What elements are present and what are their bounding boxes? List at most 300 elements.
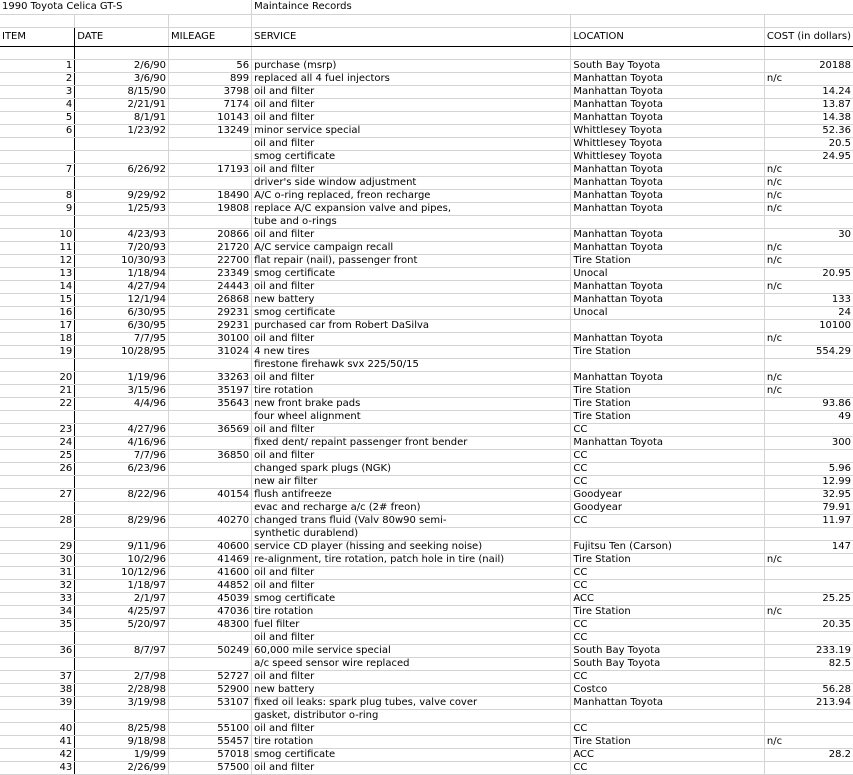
cost-cell[interactable]: 213.94 bbox=[764, 697, 853, 710]
location-cell[interactable]: Manhattan Toyota bbox=[571, 294, 765, 307]
date-cell[interactable] bbox=[75, 411, 169, 424]
mileage-cell[interactable]: 19808 bbox=[169, 203, 252, 216]
header-date[interactable]: DATE bbox=[75, 28, 169, 47]
location-cell[interactable]: Manhattan Toyota bbox=[571, 190, 765, 203]
item-cell[interactable]: 9 bbox=[0, 203, 75, 216]
mileage-cell[interactable]: 55457 bbox=[169, 736, 252, 749]
date-cell[interactable]: 7/7/95 bbox=[75, 333, 169, 346]
location-cell[interactable]: ACC bbox=[571, 593, 765, 606]
location-cell[interactable]: CC bbox=[571, 476, 765, 489]
mileage-cell[interactable]: 41600 bbox=[169, 567, 252, 580]
mileage-cell[interactable]: 57018 bbox=[169, 749, 252, 762]
item-cell[interactable]: 22 bbox=[0, 398, 75, 411]
date-cell[interactable]: 8/29/96 bbox=[75, 515, 169, 528]
location-cell[interactable]: Manhattan Toyota bbox=[571, 112, 765, 125]
location-cell[interactable]: CC bbox=[571, 671, 765, 684]
cell[interactable] bbox=[252, 15, 571, 28]
cost-cell[interactable]: n/c bbox=[764, 606, 853, 619]
mileage-cell[interactable]: 7174 bbox=[169, 99, 252, 112]
service-cell[interactable]: flat repair (nail), passenger front bbox=[252, 255, 571, 268]
mileage-cell[interactable] bbox=[169, 632, 252, 645]
item-cell[interactable]: 36 bbox=[0, 645, 75, 658]
item-cell[interactable]: 19 bbox=[0, 346, 75, 359]
cell[interactable] bbox=[571, 47, 765, 60]
service-cell[interactable]: purchase (msrp) bbox=[252, 60, 571, 73]
mileage-cell[interactable] bbox=[169, 177, 252, 190]
mileage-cell[interactable] bbox=[169, 658, 252, 671]
item-cell[interactable]: 35 bbox=[0, 619, 75, 632]
location-cell[interactable]: Whittlesey Toyota bbox=[571, 151, 765, 164]
service-cell[interactable]: oil and filter bbox=[252, 762, 571, 775]
mileage-cell[interactable] bbox=[169, 710, 252, 723]
cost-cell[interactable]: 233.19 bbox=[764, 645, 853, 658]
service-cell[interactable]: oil and filter bbox=[252, 99, 571, 112]
mileage-cell[interactable]: 36569 bbox=[169, 424, 252, 437]
cost-cell[interactable]: 14.38 bbox=[764, 112, 853, 125]
cost-cell[interactable]: n/c bbox=[764, 164, 853, 177]
cost-cell[interactable]: n/c bbox=[764, 385, 853, 398]
date-cell[interactable]: 9/11/96 bbox=[75, 541, 169, 554]
item-cell[interactable]: 11 bbox=[0, 242, 75, 255]
cost-cell[interactable]: 20188 bbox=[764, 60, 853, 73]
header-mileage[interactable]: MILEAGE bbox=[169, 28, 252, 47]
item-cell[interactable]: 18 bbox=[0, 333, 75, 346]
date-cell[interactable]: 2/21/91 bbox=[75, 99, 169, 112]
date-cell[interactable]: 8/1/91 bbox=[75, 112, 169, 125]
location-cell[interactable]: CC bbox=[571, 450, 765, 463]
location-cell[interactable]: Whittlesey Toyota bbox=[571, 125, 765, 138]
service-cell[interactable]: smog certificate bbox=[252, 749, 571, 762]
cost-cell[interactable]: 32.95 bbox=[764, 489, 853, 502]
cost-cell[interactable]: n/c bbox=[764, 333, 853, 346]
mileage-cell[interactable] bbox=[169, 359, 252, 372]
cost-cell[interactable]: n/c bbox=[764, 281, 853, 294]
service-cell[interactable]: tube and o-rings bbox=[252, 216, 571, 229]
mileage-cell[interactable] bbox=[169, 476, 252, 489]
date-cell[interactable]: 10/28/95 bbox=[75, 346, 169, 359]
mileage-cell[interactable]: 44852 bbox=[169, 580, 252, 593]
item-cell[interactable]: 34 bbox=[0, 606, 75, 619]
item-cell[interactable]: 10 bbox=[0, 229, 75, 242]
header-item[interactable]: ITEM bbox=[0, 28, 75, 47]
mileage-cell[interactable]: 13249 bbox=[169, 125, 252, 138]
service-cell[interactable]: smog certificate bbox=[252, 151, 571, 164]
cost-cell[interactable]: 93.86 bbox=[764, 398, 853, 411]
location-cell[interactable]: South Bay Toyota bbox=[571, 658, 765, 671]
location-cell[interactable]: CC bbox=[571, 424, 765, 437]
mileage-cell[interactable] bbox=[169, 411, 252, 424]
location-cell[interactable] bbox=[571, 710, 765, 723]
item-cell[interactable]: 6 bbox=[0, 125, 75, 138]
cost-cell[interactable]: 12.99 bbox=[764, 476, 853, 489]
location-cell[interactable]: Manhattan Toyota bbox=[571, 73, 765, 86]
mileage-cell[interactable]: 23349 bbox=[169, 268, 252, 281]
cost-cell[interactable] bbox=[764, 216, 853, 229]
location-cell[interactable]: Manhattan Toyota bbox=[571, 437, 765, 450]
date-cell[interactable]: 6/30/95 bbox=[75, 320, 169, 333]
mileage-cell[interactable] bbox=[169, 502, 252, 515]
cell[interactable] bbox=[169, 15, 252, 28]
date-cell[interactable]: 6/26/92 bbox=[75, 164, 169, 177]
date-cell[interactable]: 10/30/93 bbox=[75, 255, 169, 268]
cost-cell[interactable]: 133 bbox=[764, 294, 853, 307]
cost-cell[interactable] bbox=[764, 450, 853, 463]
date-cell[interactable]: 12/1/94 bbox=[75, 294, 169, 307]
date-cell[interactable]: 1/25/93 bbox=[75, 203, 169, 216]
date-cell[interactable] bbox=[75, 710, 169, 723]
mileage-cell[interactable]: 20866 bbox=[169, 229, 252, 242]
service-cell[interactable]: gasket, distributor o-ring bbox=[252, 710, 571, 723]
location-cell[interactable]: Goodyear bbox=[571, 502, 765, 515]
date-cell[interactable] bbox=[75, 632, 169, 645]
date-cell[interactable] bbox=[75, 658, 169, 671]
cost-cell[interactable]: n/c bbox=[764, 554, 853, 567]
mileage-cell[interactable]: 26868 bbox=[169, 294, 252, 307]
service-cell[interactable]: oil and filter bbox=[252, 333, 571, 346]
location-cell[interactable]: Manhattan Toyota bbox=[571, 229, 765, 242]
date-cell[interactable]: 4/4/96 bbox=[75, 398, 169, 411]
date-cell[interactable]: 1/19/96 bbox=[75, 372, 169, 385]
location-cell[interactable]: Fujitsu Ten (Carson) bbox=[571, 541, 765, 554]
location-cell[interactable]: South Bay Toyota bbox=[571, 645, 765, 658]
location-cell[interactable]: Manhattan Toyota bbox=[571, 333, 765, 346]
service-cell[interactable]: fuel filter bbox=[252, 619, 571, 632]
mileage-cell[interactable] bbox=[169, 216, 252, 229]
service-cell[interactable]: oil and filter bbox=[252, 580, 571, 593]
cost-cell[interactable]: 30 bbox=[764, 229, 853, 242]
mileage-cell[interactable]: 50249 bbox=[169, 645, 252, 658]
cost-cell[interactable]: n/c bbox=[764, 73, 853, 86]
service-cell[interactable]: firestone firehawk svx 225/50/15 bbox=[252, 359, 571, 372]
item-cell[interactable]: 24 bbox=[0, 437, 75, 450]
service-cell[interactable]: A/C o-ring replaced, freon recharge bbox=[252, 190, 571, 203]
item-cell[interactable] bbox=[0, 359, 75, 372]
date-cell[interactable]: 6/23/96 bbox=[75, 463, 169, 476]
item-cell[interactable]: 20 bbox=[0, 372, 75, 385]
location-cell[interactable]: Manhattan Toyota bbox=[571, 372, 765, 385]
location-cell[interactable]: Tire Station bbox=[571, 411, 765, 424]
location-cell[interactable]: CC bbox=[571, 515, 765, 528]
location-cell[interactable]: Manhattan Toyota bbox=[571, 281, 765, 294]
location-cell[interactable] bbox=[571, 528, 765, 541]
cell[interactable] bbox=[252, 47, 571, 60]
cell[interactable] bbox=[571, 15, 765, 28]
item-cell[interactable]: 8 bbox=[0, 190, 75, 203]
cost-cell[interactable] bbox=[764, 762, 853, 775]
cost-cell[interactable]: 28.2 bbox=[764, 749, 853, 762]
date-cell[interactable]: 8/7/97 bbox=[75, 645, 169, 658]
date-cell[interactable]: 4/25/97 bbox=[75, 606, 169, 619]
service-cell[interactable]: oil and filter bbox=[252, 723, 571, 736]
service-cell[interactable]: oil and filter bbox=[252, 567, 571, 580]
mileage-cell[interactable]: 41469 bbox=[169, 554, 252, 567]
cost-cell[interactable]: n/c bbox=[764, 372, 853, 385]
service-cell[interactable]: tire rotation bbox=[252, 606, 571, 619]
date-cell[interactable]: 2/7/98 bbox=[75, 671, 169, 684]
service-cell[interactable]: 60,000 mile service special bbox=[252, 645, 571, 658]
location-cell[interactable]: Manhattan Toyota bbox=[571, 697, 765, 710]
mileage-cell[interactable]: 56 bbox=[169, 60, 252, 73]
service-cell[interactable]: new battery bbox=[252, 684, 571, 697]
mileage-cell[interactable]: 45039 bbox=[169, 593, 252, 606]
cost-cell[interactable]: 13.87 bbox=[764, 99, 853, 112]
service-cell[interactable]: smog certificate bbox=[252, 593, 571, 606]
location-cell[interactable]: Tire Station bbox=[571, 736, 765, 749]
mileage-cell[interactable]: 24443 bbox=[169, 281, 252, 294]
location-cell[interactable]: CC bbox=[571, 463, 765, 476]
service-cell[interactable]: a/c speed sensor wire replaced bbox=[252, 658, 571, 671]
mileage-cell[interactable] bbox=[169, 151, 252, 164]
date-cell[interactable]: 9/18/98 bbox=[75, 736, 169, 749]
date-cell[interactable] bbox=[75, 528, 169, 541]
service-cell[interactable]: minor service special bbox=[252, 125, 571, 138]
item-cell[interactable]: 4 bbox=[0, 99, 75, 112]
date-cell[interactable]: 3/15/96 bbox=[75, 385, 169, 398]
mileage-cell[interactable]: 21720 bbox=[169, 242, 252, 255]
service-cell[interactable]: four wheel alignment bbox=[252, 411, 571, 424]
service-cell[interactable]: re-alignment, tire rotation, patch hole in tire (nail) bbox=[252, 554, 571, 567]
cost-cell[interactable]: 25.25 bbox=[764, 593, 853, 606]
date-cell[interactable]: 4/23/93 bbox=[75, 229, 169, 242]
service-cell[interactable]: oil and filter bbox=[252, 671, 571, 684]
location-cell[interactable]: Costco bbox=[571, 684, 765, 697]
date-cell[interactable]: 8/22/96 bbox=[75, 489, 169, 502]
service-cell[interactable]: service CD player (hissing and seeking noise) bbox=[252, 541, 571, 554]
mileage-cell[interactable] bbox=[169, 437, 252, 450]
item-cell[interactable]: 30 bbox=[0, 554, 75, 567]
item-cell[interactable] bbox=[0, 528, 75, 541]
service-cell[interactable]: oil and filter bbox=[252, 229, 571, 242]
item-cell[interactable]: 32 bbox=[0, 580, 75, 593]
service-cell[interactable]: smog certificate bbox=[252, 307, 571, 320]
item-cell[interactable]: 16 bbox=[0, 307, 75, 320]
location-cell[interactable]: Unocal bbox=[571, 268, 765, 281]
mileage-cell[interactable]: 18490 bbox=[169, 190, 252, 203]
item-cell[interactable]: 37 bbox=[0, 671, 75, 684]
date-cell[interactable]: 9/29/92 bbox=[75, 190, 169, 203]
cost-cell[interactable]: 49 bbox=[764, 411, 853, 424]
item-cell[interactable]: 21 bbox=[0, 385, 75, 398]
service-cell[interactable]: tire rotation bbox=[252, 736, 571, 749]
item-cell[interactable]: 7 bbox=[0, 164, 75, 177]
cost-cell[interactable]: n/c bbox=[764, 255, 853, 268]
mileage-cell[interactable] bbox=[169, 528, 252, 541]
date-cell[interactable]: 3/6/90 bbox=[75, 73, 169, 86]
cell[interactable] bbox=[764, 47, 853, 60]
item-cell[interactable]: 28 bbox=[0, 515, 75, 528]
item-cell[interactable] bbox=[0, 476, 75, 489]
mileage-cell[interactable]: 30100 bbox=[169, 333, 252, 346]
service-cell[interactable]: driver's side window adjustment bbox=[252, 177, 571, 190]
date-cell[interactable] bbox=[75, 216, 169, 229]
mileage-cell[interactable]: 3798 bbox=[169, 86, 252, 99]
header-cost[interactable]: COST (in dollars) bbox=[764, 28, 853, 47]
service-cell[interactable]: fixed dent/ repaint passenger front bender bbox=[252, 437, 571, 450]
cost-cell[interactable] bbox=[764, 359, 853, 372]
service-cell[interactable]: oil and filter bbox=[252, 632, 571, 645]
mileage-cell[interactable]: 55100 bbox=[169, 723, 252, 736]
location-cell[interactable]: CC bbox=[571, 632, 765, 645]
item-cell[interactable] bbox=[0, 411, 75, 424]
item-cell[interactable]: 33 bbox=[0, 593, 75, 606]
date-cell[interactable]: 1/18/94 bbox=[75, 268, 169, 281]
item-cell[interactable]: 31 bbox=[0, 567, 75, 580]
mileage-cell[interactable]: 29231 bbox=[169, 320, 252, 333]
mileage-cell[interactable]: 35643 bbox=[169, 398, 252, 411]
date-cell[interactable]: 2/1/97 bbox=[75, 593, 169, 606]
mileage-cell[interactable]: 52900 bbox=[169, 684, 252, 697]
service-cell[interactable]: changed spark plugs (NGK) bbox=[252, 463, 571, 476]
location-cell[interactable]: Tire Station bbox=[571, 554, 765, 567]
header-location[interactable]: LOCATION bbox=[571, 28, 765, 47]
date-cell[interactable]: 2/26/99 bbox=[75, 762, 169, 775]
cell[interactable] bbox=[0, 15, 75, 28]
date-cell[interactable] bbox=[75, 359, 169, 372]
location-cell[interactable]: Tire Station bbox=[571, 398, 765, 411]
cost-cell[interactable]: 20.35 bbox=[764, 619, 853, 632]
mileage-cell[interactable]: 48300 bbox=[169, 619, 252, 632]
cost-cell[interactable] bbox=[764, 671, 853, 684]
mileage-cell[interactable]: 53107 bbox=[169, 697, 252, 710]
location-cell[interactable]: CC bbox=[571, 580, 765, 593]
date-cell[interactable] bbox=[75, 502, 169, 515]
service-cell[interactable]: oil and filter bbox=[252, 112, 571, 125]
service-cell[interactable]: tire rotation bbox=[252, 385, 571, 398]
location-cell[interactable]: CC bbox=[571, 567, 765, 580]
service-cell[interactable]: evac and recharge a/c (2# freon) bbox=[252, 502, 571, 515]
cost-cell[interactable]: 14.24 bbox=[764, 86, 853, 99]
cell[interactable] bbox=[169, 47, 252, 60]
cost-cell[interactable] bbox=[764, 528, 853, 541]
cost-cell[interactable]: 10100 bbox=[764, 320, 853, 333]
location-cell[interactable]: Manhattan Toyota bbox=[571, 177, 765, 190]
location-cell[interactable]: Tire Station bbox=[571, 606, 765, 619]
mileage-cell[interactable]: 33263 bbox=[169, 372, 252, 385]
cost-cell[interactable]: 147 bbox=[764, 541, 853, 554]
item-cell[interactable]: 38 bbox=[0, 684, 75, 697]
item-cell[interactable]: 13 bbox=[0, 268, 75, 281]
service-cell[interactable]: changed trans fluid (Valv 80w90 semi- bbox=[252, 515, 571, 528]
date-cell[interactable]: 8/15/90 bbox=[75, 86, 169, 99]
cost-cell[interactable] bbox=[764, 632, 853, 645]
service-cell[interactable]: oil and filter bbox=[252, 138, 571, 151]
mileage-cell[interactable] bbox=[169, 463, 252, 476]
location-cell[interactable] bbox=[571, 359, 765, 372]
cost-cell[interactable] bbox=[764, 580, 853, 593]
item-cell[interactable]: 39 bbox=[0, 697, 75, 710]
item-cell[interactable]: 1 bbox=[0, 60, 75, 73]
service-cell[interactable]: 4 new tires bbox=[252, 346, 571, 359]
cost-cell[interactable]: 554.29 bbox=[764, 346, 853, 359]
service-cell[interactable]: A/C service campaign recall bbox=[252, 242, 571, 255]
item-cell[interactable]: 2 bbox=[0, 73, 75, 86]
cost-cell[interactable]: 56.28 bbox=[764, 684, 853, 697]
item-cell[interactable]: 15 bbox=[0, 294, 75, 307]
mileage-cell[interactable]: 57500 bbox=[169, 762, 252, 775]
sheet-title[interactable]: 1990 Toyota Celica GT-S bbox=[0, 0, 252, 15]
item-cell[interactable]: 3 bbox=[0, 86, 75, 99]
mileage-cell[interactable]: 40270 bbox=[169, 515, 252, 528]
mileage-cell[interactable]: 35197 bbox=[169, 385, 252, 398]
date-cell[interactable]: 2/28/98 bbox=[75, 684, 169, 697]
date-cell[interactable] bbox=[75, 138, 169, 151]
item-cell[interactable]: 40 bbox=[0, 723, 75, 736]
mileage-cell[interactable] bbox=[169, 138, 252, 151]
date-cell[interactable]: 7/20/93 bbox=[75, 242, 169, 255]
date-cell[interactable] bbox=[75, 151, 169, 164]
cost-cell[interactable]: 20.95 bbox=[764, 268, 853, 281]
cost-cell[interactable]: 52.36 bbox=[764, 125, 853, 138]
location-cell[interactable]: Manhattan Toyota bbox=[571, 86, 765, 99]
service-cell[interactable]: new air filter bbox=[252, 476, 571, 489]
service-cell[interactable]: new battery bbox=[252, 294, 571, 307]
location-cell[interactable]: Tire Station bbox=[571, 346, 765, 359]
date-cell[interactable]: 1/18/97 bbox=[75, 580, 169, 593]
cost-cell[interactable]: 82.5 bbox=[764, 658, 853, 671]
item-cell[interactable]: 43 bbox=[0, 762, 75, 775]
location-cell[interactable] bbox=[571, 320, 765, 333]
service-cell[interactable]: purchased car from Robert DaSilva bbox=[252, 320, 571, 333]
date-cell[interactable]: 4/27/94 bbox=[75, 281, 169, 294]
date-cell[interactable]: 4/27/96 bbox=[75, 424, 169, 437]
mileage-cell[interactable]: 52727 bbox=[169, 671, 252, 684]
service-cell[interactable]: smog certificate bbox=[252, 268, 571, 281]
cost-cell[interactable] bbox=[764, 424, 853, 437]
mileage-cell[interactable]: 10143 bbox=[169, 112, 252, 125]
item-cell[interactable]: 5 bbox=[0, 112, 75, 125]
location-cell[interactable]: Tire Station bbox=[571, 255, 765, 268]
cost-cell[interactable]: n/c bbox=[764, 203, 853, 216]
date-cell[interactable]: 3/19/98 bbox=[75, 697, 169, 710]
item-cell[interactable]: 27 bbox=[0, 489, 75, 502]
location-cell[interactable]: Manhattan Toyota bbox=[571, 203, 765, 216]
mileage-cell[interactable]: 47036 bbox=[169, 606, 252, 619]
cost-cell[interactable]: 11.97 bbox=[764, 515, 853, 528]
date-cell[interactable]: 1/9/99 bbox=[75, 749, 169, 762]
service-cell[interactable]: replaced all 4 fuel injectors bbox=[252, 73, 571, 86]
mileage-cell[interactable]: 40154 bbox=[169, 489, 252, 502]
cost-cell[interactable]: n/c bbox=[764, 242, 853, 255]
item-cell[interactable]: 12 bbox=[0, 255, 75, 268]
service-cell[interactable]: oil and filter bbox=[252, 281, 571, 294]
item-cell[interactable] bbox=[0, 138, 75, 151]
location-cell[interactable]: CC bbox=[571, 762, 765, 775]
service-cell[interactable]: replace A/C expansion valve and pipes, bbox=[252, 203, 571, 216]
service-cell[interactable]: oil and filter bbox=[252, 164, 571, 177]
service-cell[interactable]: oil and filter bbox=[252, 86, 571, 99]
date-cell[interactable] bbox=[75, 476, 169, 489]
location-cell[interactable]: ACC bbox=[571, 749, 765, 762]
service-cell[interactable]: fixed oil leaks: spark plug tubes, valve cover bbox=[252, 697, 571, 710]
date-cell[interactable] bbox=[75, 177, 169, 190]
mileage-cell[interactable]: 22700 bbox=[169, 255, 252, 268]
cost-cell[interactable]: 300 bbox=[764, 437, 853, 450]
item-cell[interactable] bbox=[0, 177, 75, 190]
date-cell[interactable]: 7/7/96 bbox=[75, 450, 169, 463]
cost-cell[interactable]: n/c bbox=[764, 190, 853, 203]
item-cell[interactable] bbox=[0, 216, 75, 229]
cost-cell[interactable]: 24.95 bbox=[764, 151, 853, 164]
mileage-cell[interactable]: 31024 bbox=[169, 346, 252, 359]
item-cell[interactable] bbox=[0, 710, 75, 723]
cost-cell[interactable]: n/c bbox=[764, 177, 853, 190]
date-cell[interactable]: 4/16/96 bbox=[75, 437, 169, 450]
item-cell[interactable]: 23 bbox=[0, 424, 75, 437]
location-cell[interactable]: Manhattan Toyota bbox=[571, 99, 765, 112]
cost-cell[interactable]: 5.96 bbox=[764, 463, 853, 476]
cost-cell[interactable]: 20.5 bbox=[764, 138, 853, 151]
date-cell[interactable]: 8/25/98 bbox=[75, 723, 169, 736]
